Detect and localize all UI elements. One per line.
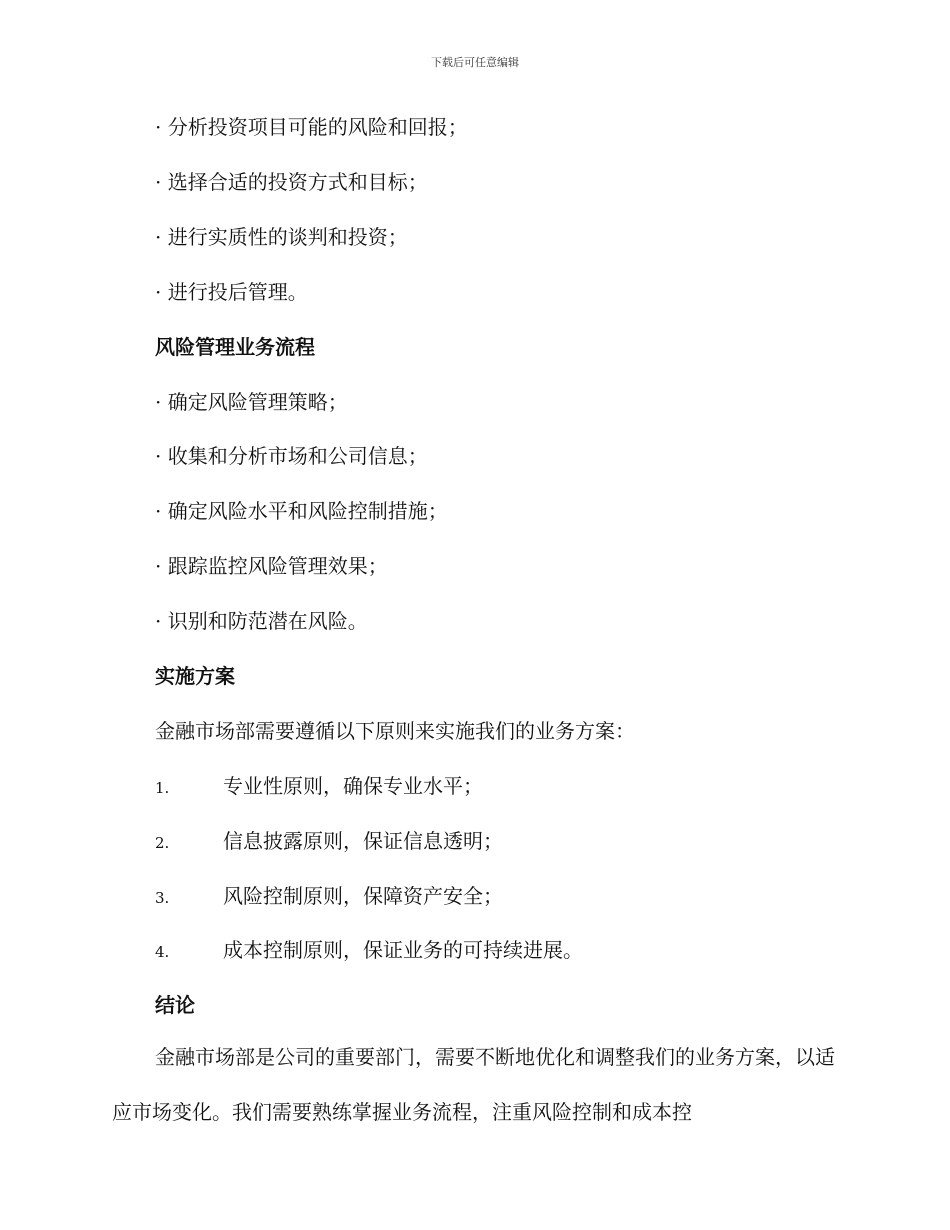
- numbered-item: [155, 773, 483, 801]
- list-item: · 跟踪监控风险管理效果；: [155, 554, 388, 578]
- list-item: · 识别和防范潜在风险。: [155, 609, 368, 633]
- list-item: · 确定风险管理策略；: [155, 390, 348, 414]
- numbered-item: [155, 937, 583, 965]
- page-header: 下载后可任意编辑: [431, 56, 519, 69]
- item-text: 信息披露原则，保证信息透明；: [223, 829, 503, 853]
- conclusion-paragraph: 金融市场部是公司的重要部门，需要不断地优化和调整我们的业务方案，以适应市场变化。我们需要熟练掌握业务流程，注重风险控制和成本控: [112, 1045, 835, 1124]
- list-item: · 进行实质性的谈判和投资；: [155, 225, 408, 249]
- list-item: · 确定风险水平和风险控制措施；: [155, 499, 448, 523]
- list-item: · 选择合适的投资方式和目标；: [155, 170, 428, 194]
- item-number: 3.: [155, 889, 170, 907]
- section-heading-conclusion: 结论: [155, 993, 195, 1017]
- list-item: · 收集和分析市场和公司信息；: [155, 444, 428, 468]
- section-heading-risk: 风险管理业务流程: [155, 335, 315, 359]
- numbered-item: [155, 883, 503, 911]
- list-item: · 分析投资项目可能的风险和回报；: [155, 115, 468, 139]
- item-number: 1.: [155, 779, 170, 797]
- item-number: 4.: [155, 943, 170, 961]
- item-text: 专业性原则，确保专业水平；: [223, 774, 483, 798]
- numbered-item: [155, 828, 503, 856]
- item-text: 成本控制原则，保证业务的可持续进展。: [223, 938, 583, 962]
- item-text: 风险控制原则，保障资产安全；: [223, 884, 503, 908]
- list-item: · 进行投后管理。: [155, 280, 308, 304]
- implementation-intro: 金融市场部需要遵循以下原则来实施我们的业务方案：: [155, 719, 635, 743]
- item-number: 2.: [155, 834, 170, 852]
- section-heading-implementation: 实施方案: [155, 664, 235, 688]
